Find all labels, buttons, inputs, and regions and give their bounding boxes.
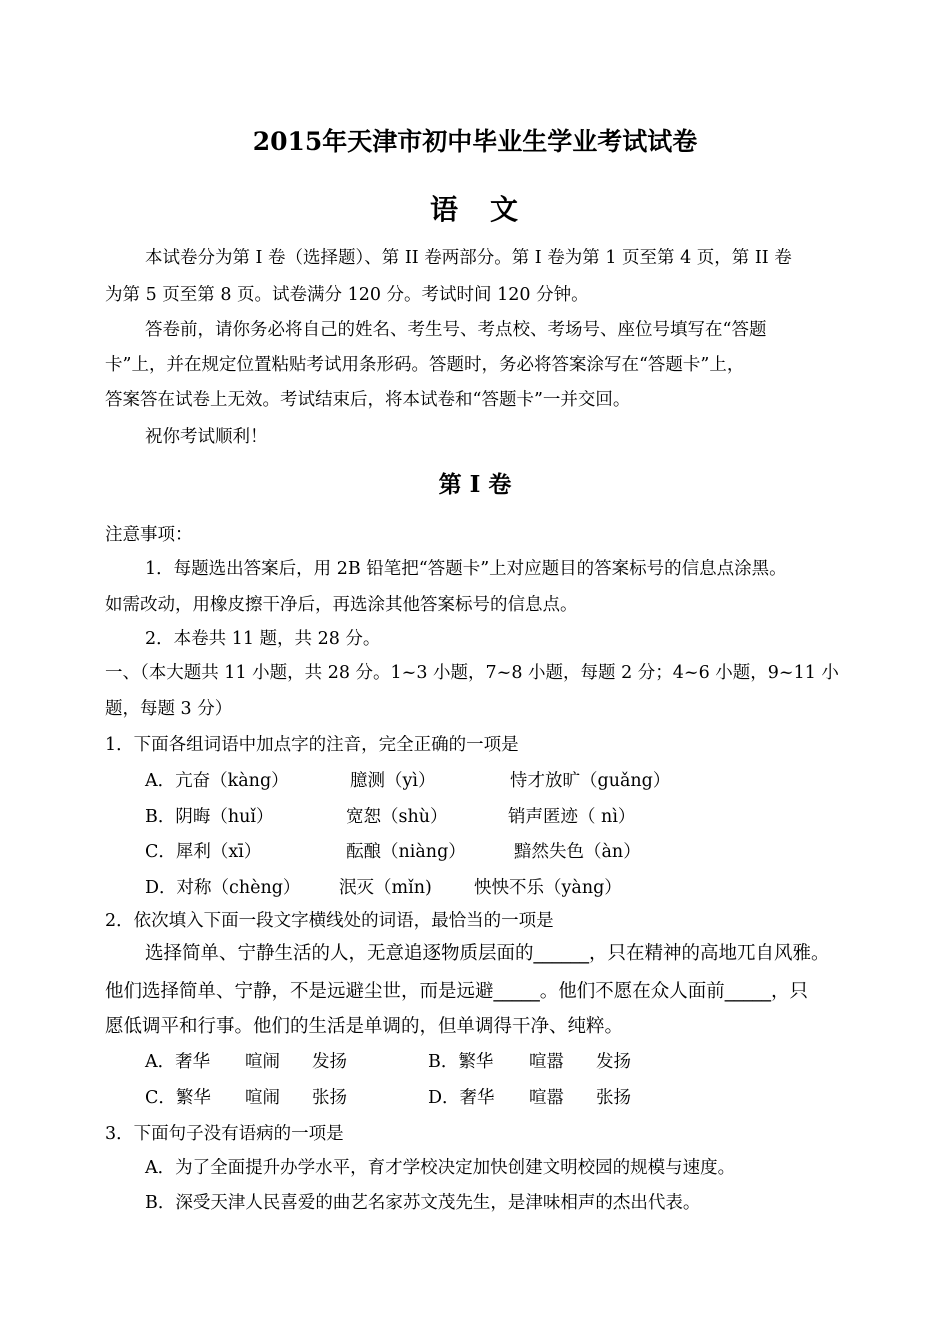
q2-option-d-word-2: 喧嚣 xyxy=(529,1088,564,1108)
q1-option-d-word-3: 怏怏不乐（yàng） xyxy=(474,878,622,898)
q2-option-c-word-3: 张扬 xyxy=(312,1088,347,1108)
intro-paragraph-2-line-1: 答卷前，请你务必将自己的姓名、考生号、考点校、考场号、座位号填写在“答题 xyxy=(145,320,767,340)
q1-option-d-word-2: 泯灭（mǐn) xyxy=(339,878,432,898)
q2-option-d-word-3: 张扬 xyxy=(596,1088,631,1108)
q1-option-a-word-1: A．亢奋（kàng） xyxy=(145,771,289,791)
notice-1-line-1: 1．每题选出答案后，用 2B 铅笔把“答题卡”上对应题目的答案标号的信息点涂黑。 xyxy=(145,559,787,579)
subject-title: 语 文 xyxy=(429,193,520,226)
part-heading-line-2: 题，每题 3 分） xyxy=(105,699,233,719)
q1-option-c-word-3: 黯然失色（àn） xyxy=(514,842,641,862)
intro-paragraph-2-line-2: 卡”上，并在规定位置粘贴考试用条形码。答题时，务必将答案涂写在“答题卡”上， xyxy=(105,355,745,375)
q1-option-a-word-3: 恃才放旷（guǎng） xyxy=(510,771,671,791)
q2-option-b-word-1: B．繁华 xyxy=(428,1052,494,1072)
q2-option-c-word-1: C．繁华 xyxy=(145,1088,211,1108)
part-heading-line-1: 一、（本大题共 11 小题，共 28 分。1~3 小题，7~8 小题，每题 2 分；4~6 小题，9~11 小 xyxy=(105,663,839,683)
q3-option-a: A．为了全面提升办学水平，育才学校决定加快创建文明校园的规模与速度。 xyxy=(145,1158,736,1178)
q1-option-a-word-2: 臆测（yì） xyxy=(350,771,436,791)
q2-option-a-word-1: A．奢华 xyxy=(145,1052,211,1072)
q2-option-b-word-3: 发扬 xyxy=(596,1052,631,1072)
intro-paragraph-1-line-2: 为第 5 页至第 8 页。试卷满分 120 分。考试时间 120 分钟。 xyxy=(105,285,589,305)
notice-label: 注意事项： xyxy=(105,525,193,545)
notice-2: 2．本卷共 11 题，共 28 分。 xyxy=(145,629,381,649)
notice-1-line-2: 如需改动，用橡皮擦干净后，再选涂其他答案标号的信息点。 xyxy=(105,595,578,615)
section-title: 第 I 卷 xyxy=(438,471,512,498)
q2-option-b-word-2: 喧嚣 xyxy=(529,1052,564,1072)
q2-passage-line-3: 愿低调平和行事。他们的生活是单调的，但单调得干净、纯粹。 xyxy=(105,1016,624,1037)
intro-paragraph-1-line-1: 本试卷分为第 I 卷（选择题）、第 II 卷两部分。第 I 卷为第 1 页至第 4 页，第 II 卷 xyxy=(145,248,792,268)
page-title: 2015年天津市初中毕业生学业考试试卷 xyxy=(252,127,698,156)
q2-passage-line-2: 他们选择简单、宁静，不是远避尘世，而是远避_____。他们不愿在众人面前_____，只 xyxy=(105,981,809,1002)
q1-option-b-word-1: B．阴晦（huǐ） xyxy=(145,807,274,827)
q3-option-b: B．深受天津人民喜爱的曲艺名家苏文茂先生，是津味相声的杰出代表。 xyxy=(145,1193,701,1213)
q2-passage-line-1: 选择简单、宁静生活的人，无意追逐物质层面的______，只在精神的高地兀自风雅。 xyxy=(145,943,830,964)
q1-option-b-word-2: 宽恕（shù） xyxy=(346,807,448,827)
question-3-stem: 3．下面句子没有语病的一项是 xyxy=(105,1124,344,1144)
q1-option-c-word-1: C．犀利（xī） xyxy=(145,842,262,862)
q1-option-d-word-1: D．对称（chèng） xyxy=(145,878,301,898)
q2-option-d-word-1: D．奢华 xyxy=(428,1088,495,1108)
intro-paragraph-2-line-3: 答案答在试卷上无效。考试结束后，将本试卷和“答题卡”一并交回。 xyxy=(105,390,631,410)
question-2-stem: 2．依次填入下面一段文字横线处的词语，最恰当的一项是 xyxy=(105,911,554,931)
q2-option-c-word-2: 喧闹 xyxy=(245,1088,280,1108)
q1-option-b-word-3: 销声匿迹（ nì） xyxy=(508,807,636,827)
q1-option-c-word-2: 酝酿（niàng） xyxy=(346,842,466,862)
question-1-stem: 1．下面各组词语中加点字的注音，完全正确的一项是 xyxy=(105,735,519,755)
q2-option-a-word-2: 喧闹 xyxy=(245,1052,280,1072)
q2-option-a-word-3: 发扬 xyxy=(312,1052,347,1072)
intro-paragraph-3: 祝你考试顺利！ xyxy=(145,427,268,447)
